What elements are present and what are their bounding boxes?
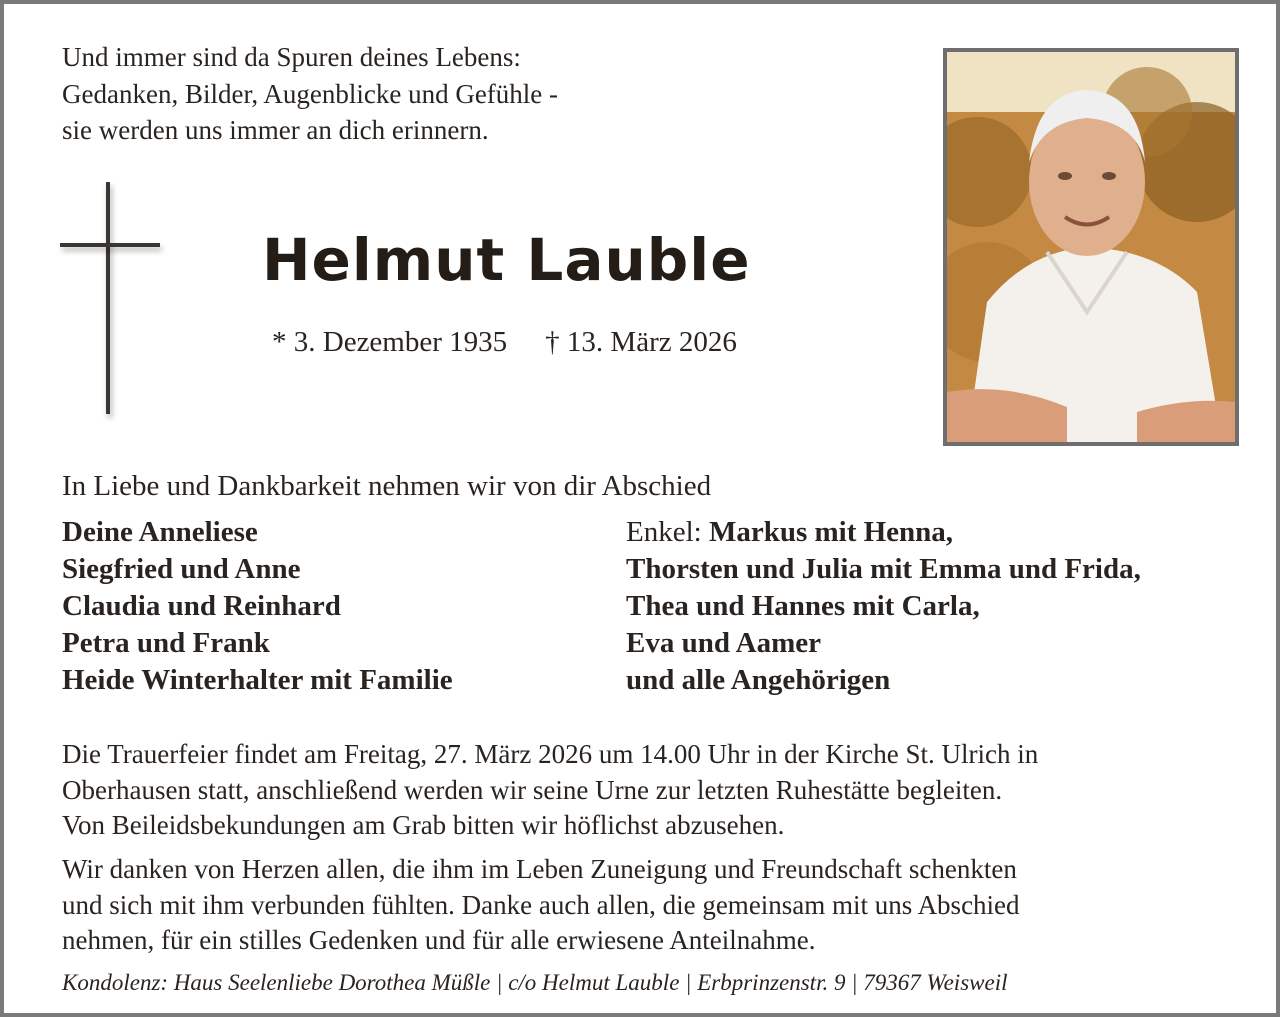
intro-verse <box>62 39 558 149</box>
intro-line: Gedanken, Bilder, Augenblicke und Gefühle - <box>62 78 559 109</box>
farewell-line: In Liebe und Dankbarkeit nehmen wir von dir Abschied <box>62 470 712 502</box>
mourner-line: Petra und Frank <box>62 627 270 659</box>
service-line: Die Trauerfeier findet am Freitag, 27. März 2026 um 14.00 Uhr in der Kirche St. Ulrich in <box>62 739 1039 769</box>
mourner-line: Claudia und Reinhard <box>62 590 341 622</box>
mourner-line: und alle Angehörigen <box>626 664 891 696</box>
service-line: Oberhausen statt, anschließend werden wir seine Urne zur letzten Ruhestätte begleiten. <box>62 774 1003 805</box>
life-dates <box>272 326 737 359</box>
thanks-line: Wir danken von Herzen allen, die ihm im Leben Zuneigung und Freundschaft schenkten <box>62 854 1017 884</box>
mourners-left <box>62 514 453 699</box>
mourner-line: Heide Winterhalter mit Familie <box>62 664 453 696</box>
mourner-line: Thorsten und Julia mit Emma und Frida, <box>626 553 1141 585</box>
intro-line: sie werden uns immer an dich erinnern. <box>62 115 489 145</box>
service-line: Von Beileidsbekundungen am Grab bitten wir höflichst abzusehen. <box>62 810 785 840</box>
cross-icon <box>60 182 160 414</box>
intro-line: Und immer sind da Spuren deines Lebens: <box>62 42 521 72</box>
mourner-line: Eva und Aamer <box>626 627 821 659</box>
thanks-line: nehmen, für ein stilles Gedenken und für alle erwiesene Anteilnahme. <box>62 925 816 955</box>
condolence-address: Kondolenz: Haus Seelenliebe Dorothea Müßle | c/o Helmut Lauble | Erbprinzenstr. 9 | 79367 Weisweil <box>62 970 1008 995</box>
death-date: † 13. März 2026 <box>545 326 737 358</box>
grandchildren-label: Enkel: <box>626 516 709 548</box>
service-paragraph <box>62 737 1242 844</box>
portrait-photo <box>943 48 1239 446</box>
mourner-line: Thea und Hannes mit Carla, <box>626 590 980 622</box>
thanks-line: und sich mit ihm verbunden fühlten. Danke auch allen, die gemeinsam mit uns Abschied <box>62 889 1020 920</box>
mourners-right <box>626 514 1141 699</box>
mourner-line: Deine Anneliese <box>62 516 258 548</box>
deceased-name: Helmut Lauble <box>262 226 751 294</box>
mourner-line: Enkel: Markus mit Henna, <box>626 516 954 548</box>
thanks-paragraph <box>62 852 1242 959</box>
birth-date: * 3. Dezember 1935 <box>272 326 508 358</box>
mourner-line: Siegfried und Anne <box>62 553 301 585</box>
